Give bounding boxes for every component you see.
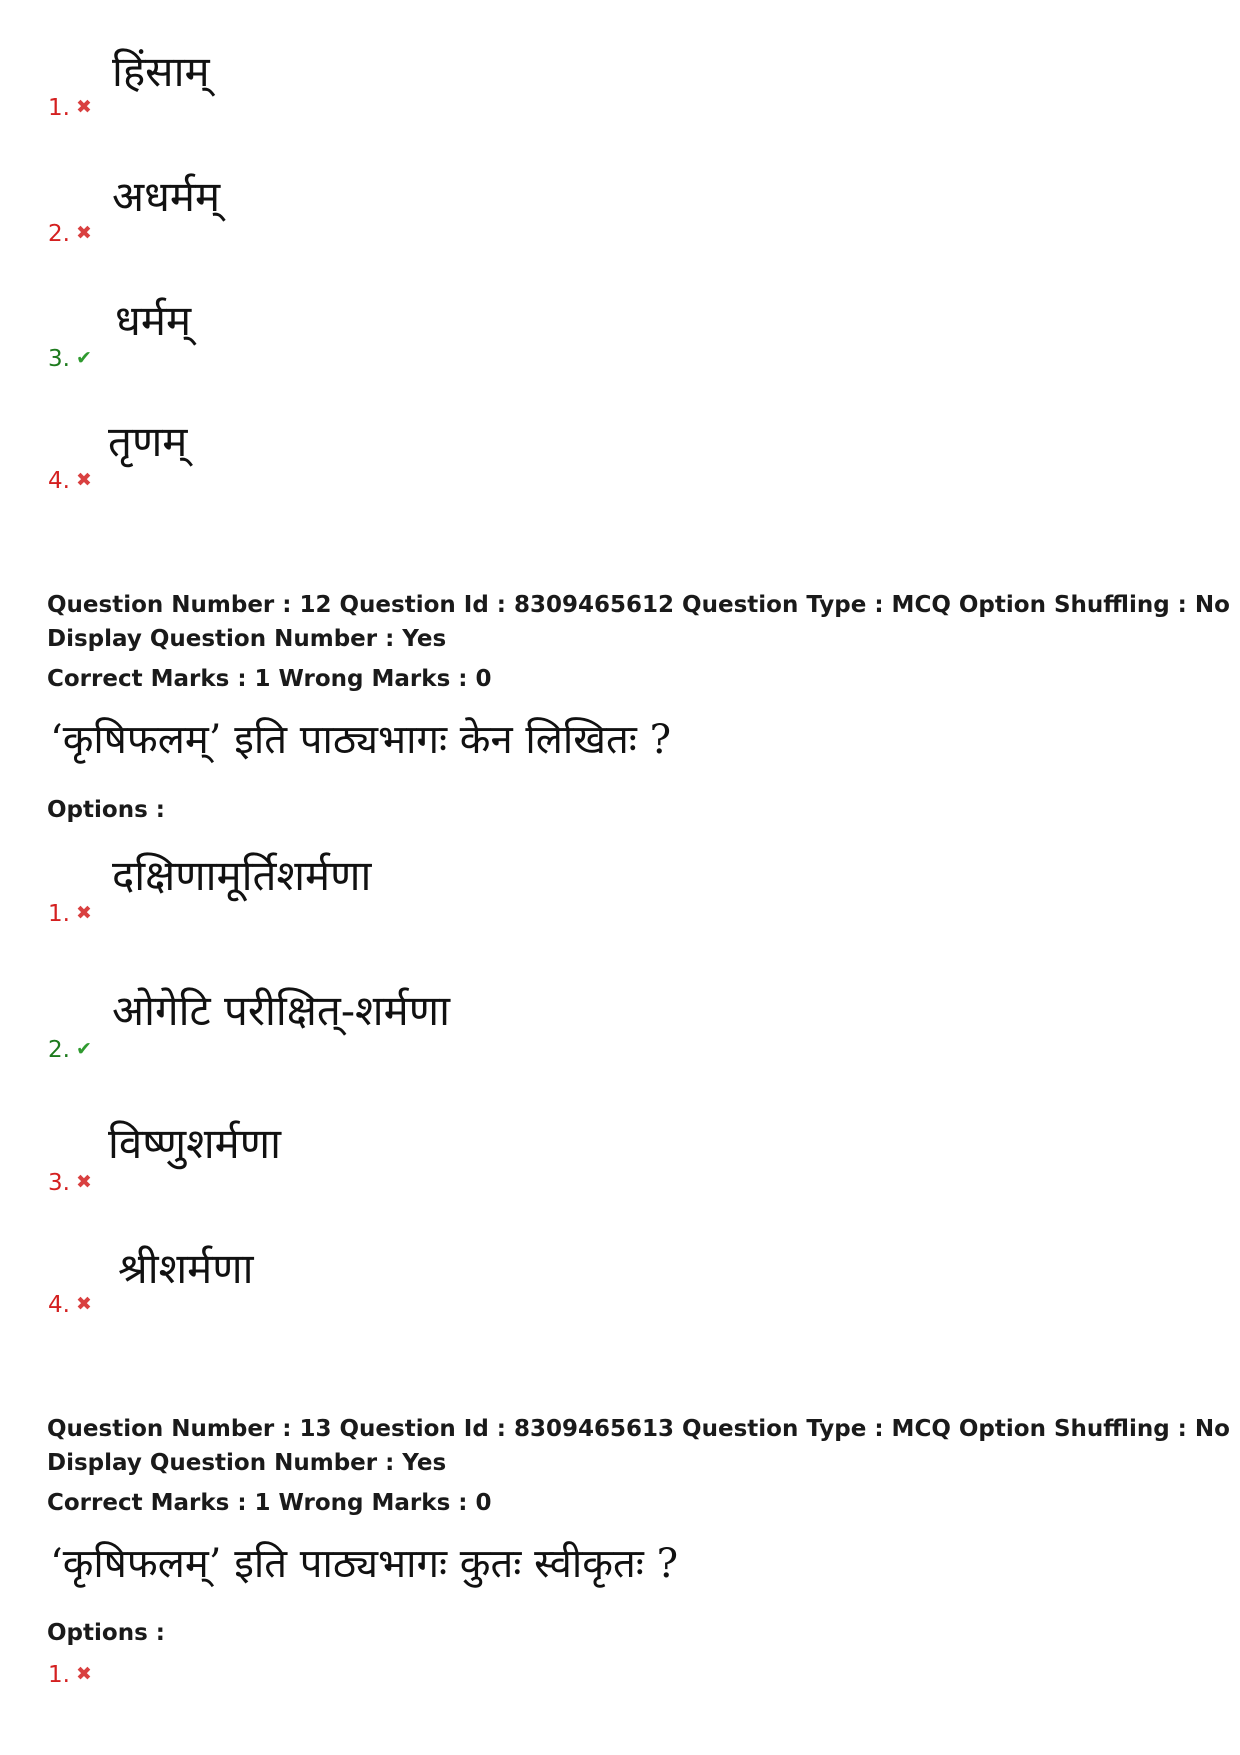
option-number-label: 1. <box>48 95 70 121</box>
option-number <box>48 344 92 373</box>
cross-icon: ✖ <box>75 469 92 491</box>
option-number-label: 2. <box>48 1037 70 1063</box>
check-icon: ✔ <box>75 347 92 369</box>
question-text: ‘कृषिफलम्’ इति पाठ्यभागः कुतः स्वीकृतः ? <box>50 1541 679 1587</box>
option-text: हिंसाम् <box>112 47 210 96</box>
cross-icon: ✖ <box>75 96 92 118</box>
cross-icon: ✖ <box>75 1293 92 1315</box>
option-number-label: 1. <box>48 1662 70 1688</box>
option-number <box>48 1168 92 1197</box>
cross-icon: ✖ <box>75 1663 92 1685</box>
option-number-label: 2. <box>48 221 70 247</box>
display-question-number: Display Question Number : Yes <box>47 1450 447 1476</box>
question-text: ‘कृषिफलम्’ इति पाठ्यभागः केन लिखितः ? <box>50 717 672 763</box>
option-number <box>48 466 92 495</box>
cross-icon: ✖ <box>75 902 92 924</box>
options-label: Options : <box>47 1620 165 1646</box>
option-number <box>48 219 92 248</box>
option-number <box>48 93 92 122</box>
cross-icon: ✖ <box>75 1171 92 1193</box>
option-number-label: 4. <box>48 468 70 494</box>
option-number <box>48 1660 92 1689</box>
option-text: विष्णुशर्मणा <box>108 1119 282 1168</box>
option-text: अधर्मम् <box>112 172 221 221</box>
options-label: Options : <box>47 797 165 823</box>
option-text: ओगेटि परीक्षित्-शर्मणा <box>112 986 450 1035</box>
option-text: तृणम् <box>108 417 188 466</box>
option-text: दक्षिणामूर्तिशर्मणा <box>112 851 372 900</box>
option-text: श्रीशर्मणा <box>118 1244 254 1293</box>
option-number <box>48 1290 92 1319</box>
marks-info: Correct Marks : 1 Wrong Marks : 0 <box>47 1490 492 1516</box>
question-meta: Question Number : 12 Question Id : 8309465612 Question Type : MCQ Option Shuffling : No <box>47 592 1230 618</box>
option-number <box>48 899 92 928</box>
option-number-label: 3. <box>48 1170 70 1196</box>
option-text: धर्मम् <box>115 296 192 345</box>
option-number-label: 4. <box>48 1292 70 1318</box>
option-number <box>48 1035 92 1064</box>
option-number-label: 1. <box>48 901 70 927</box>
display-question-number: Display Question Number : Yes <box>47 626 447 652</box>
option-number-label: 3. <box>48 346 70 372</box>
check-icon: ✔ <box>75 1038 92 1060</box>
question-meta: Question Number : 13 Question Id : 8309465613 Question Type : MCQ Option Shuffling : No <box>47 1416 1230 1442</box>
marks-info: Correct Marks : 1 Wrong Marks : 0 <box>47 666 492 692</box>
cross-icon: ✖ <box>75 222 92 244</box>
